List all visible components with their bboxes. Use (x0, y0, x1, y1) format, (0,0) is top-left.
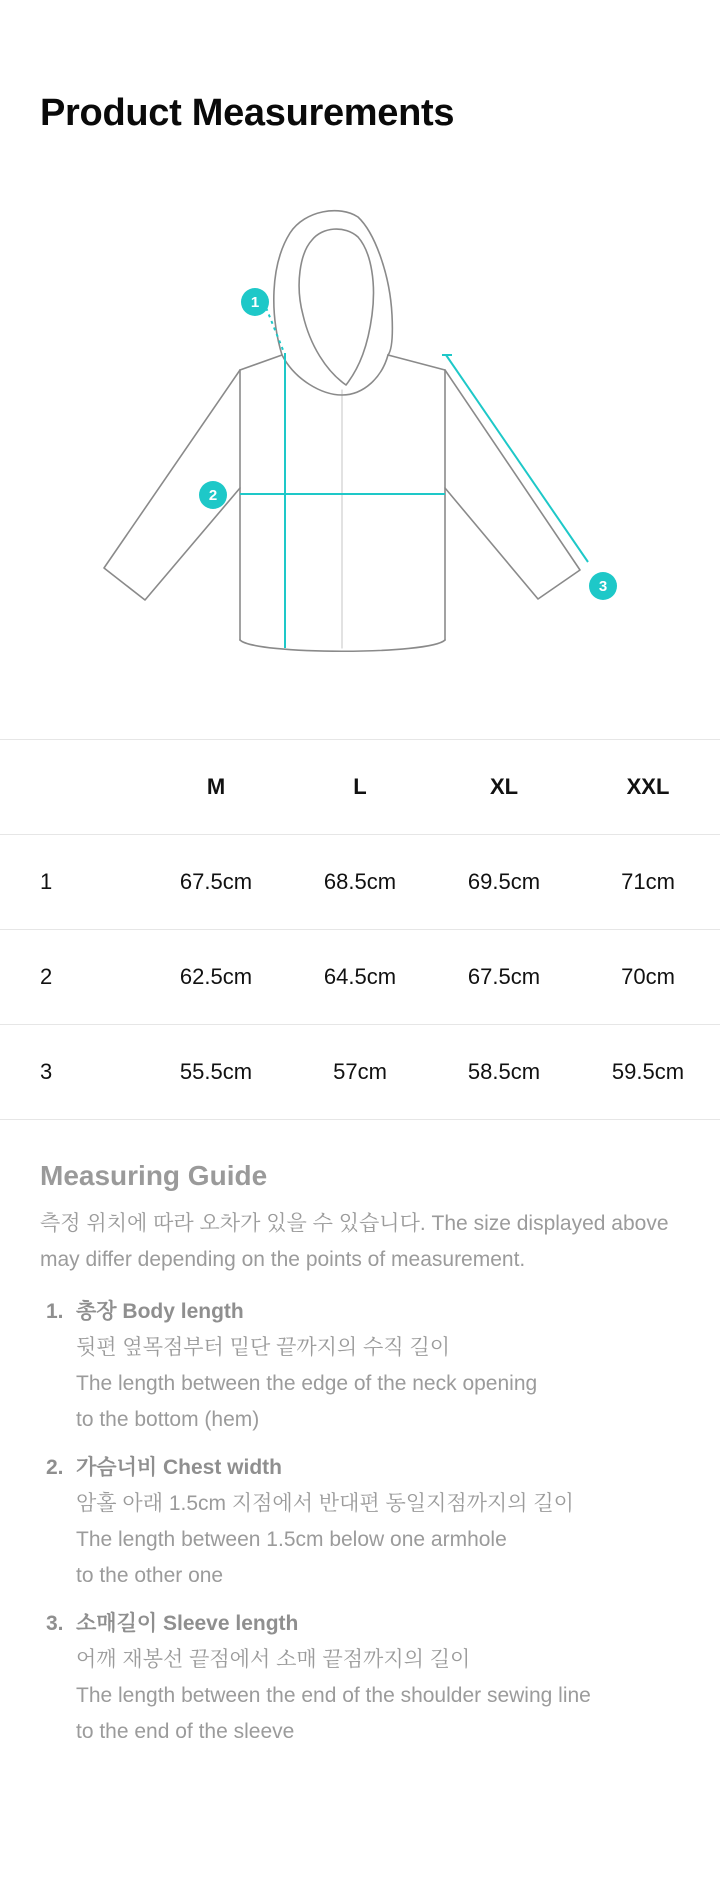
size-header-row (0, 740, 720, 835)
guide-item-heading: 가슴너비 Chest width (76, 1456, 282, 1479)
table-cell: 57cm (288, 1025, 432, 1120)
guide-item-heading: 총장 Body length (76, 1300, 244, 1323)
guide-item-line: to the end of the sleeve (76, 1720, 295, 1743)
row-label: 1 (0, 835, 144, 930)
left-shoulder (240, 355, 282, 370)
guide-item-line: The length between 1.5cm below one armhole (76, 1528, 507, 1551)
measurement-lines (240, 295, 588, 648)
header-empty (0, 740, 144, 835)
jacket-outline (104, 211, 580, 652)
table-row (0, 835, 720, 930)
guide-item-line: 암홀 아래 1.5cm 지점에서 반대편 동일지점까지의 길이 (76, 1492, 574, 1515)
guide-title: Measuring Guide (40, 1160, 268, 1191)
guide-item-line: to the bottom (hem) (76, 1408, 260, 1431)
right-sleeve (445, 370, 580, 599)
table-cell: 55.5cm (144, 1025, 288, 1120)
guide-intro-line: The size displayed above may differ depending (40, 1212, 669, 1271)
guide-item-number: 2. (46, 1456, 64, 1479)
table-cell: 70cm (576, 930, 720, 1025)
guide-item-number: 1. (46, 1300, 64, 1323)
table-cell: 67.5cm (432, 930, 576, 1025)
svg-text:1: 1 (250, 294, 260, 311)
table-cell: 67.5cm (144, 835, 288, 930)
row-label: 3 (0, 1025, 144, 1120)
jacket-measurement-diagram (90, 205, 650, 675)
hood-inner (299, 229, 373, 385)
guide-item-number: 3. (46, 1612, 64, 1635)
table-cell: 58.5cm (432, 1025, 576, 1120)
guide-intro-line: 측정 위치에 따라 오차가 있을 수 있습니다. (40, 1212, 426, 1235)
guide-item-line: The length between the end of the shoulder sewing line (76, 1684, 591, 1707)
marker-2 (199, 481, 227, 509)
sleeve-length-line (446, 355, 588, 562)
right-shoulder (388, 355, 445, 370)
table-cell: 71cm (576, 835, 720, 930)
row-label: 2 (0, 930, 144, 1025)
guide-item-sleeve-length (40, 1606, 700, 1750)
header-size-xl: XL (432, 740, 576, 835)
svg-text:2: 2 (208, 487, 218, 504)
page-title: Product Measurements (40, 92, 455, 134)
svg-text:3: 3 (598, 578, 608, 595)
jacket-diagram-svg (90, 205, 650, 675)
guide-item-line: 뒷편 옆목점부터 밑단 끝까지의 수직 길이 (76, 1336, 451, 1359)
marker-1 (241, 288, 269, 316)
guide-item-heading: 소매길이 Sleeve length (76, 1612, 299, 1635)
header-size-l: L (288, 740, 432, 835)
header-size-m: M (144, 740, 288, 835)
table-cell: 64.5cm (288, 930, 432, 1025)
guide-intro-line: on the points of measurement. (241, 1248, 526, 1271)
guide-intro (40, 1206, 700, 1278)
table-cell: 59.5cm (576, 1025, 720, 1120)
measuring-guide (40, 1160, 700, 1762)
table-cell: 68.5cm (288, 835, 432, 930)
guide-item-line: to the other one (76, 1564, 224, 1587)
table-cell: 69.5cm (432, 835, 576, 930)
table-row (0, 1025, 720, 1120)
table-row (0, 930, 720, 1025)
guide-list (40, 1294, 700, 1750)
marker-3 (589, 572, 617, 600)
table-cell: 62.5cm (144, 930, 288, 1025)
hood-outer (274, 211, 393, 355)
size-table (0, 739, 720, 1120)
header-size-xxl: XXL (576, 740, 720, 835)
guide-item-line: 어깨 재봉선 끝점에서 소매 끝점까지의 길이 (76, 1648, 471, 1671)
guide-item-body-length (40, 1294, 700, 1438)
guide-item-chest-width (40, 1450, 700, 1594)
guide-item-line: The length between the edge of the neck opening (76, 1372, 538, 1395)
